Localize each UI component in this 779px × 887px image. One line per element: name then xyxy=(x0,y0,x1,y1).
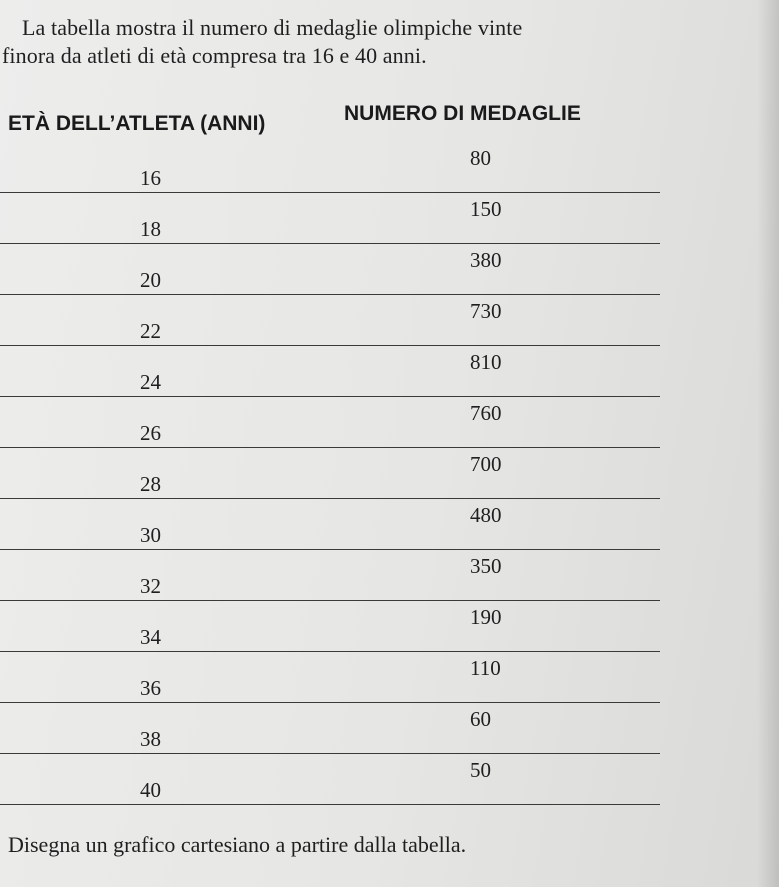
row-divider xyxy=(0,600,660,601)
header-medals: NUMERO DI MEDAGLIE xyxy=(344,102,581,125)
header-age: ETÀ DELL’ATLETA (ANNI) xyxy=(8,112,266,135)
age-cell: 26 xyxy=(140,421,161,445)
row-divider xyxy=(0,243,660,244)
medals-cell: 110 xyxy=(470,656,501,680)
medals-cell: 150 xyxy=(470,197,502,221)
medals-cell: 480 xyxy=(470,503,502,527)
medals-cell: 50 xyxy=(470,758,491,782)
age-cell: 22 xyxy=(140,319,161,343)
table-row xyxy=(0,146,680,197)
age-cell: 30 xyxy=(140,523,161,547)
row-divider xyxy=(0,651,660,652)
table-row xyxy=(0,299,680,350)
row-divider xyxy=(0,447,660,448)
table-row xyxy=(0,656,680,707)
row-divider xyxy=(0,345,660,346)
table-row xyxy=(0,248,680,299)
intro-line-2: finora da atleti di età compresa tra 16 e 40 anni. xyxy=(2,43,427,68)
table-header xyxy=(0,100,660,146)
medals-cell: 760 xyxy=(470,401,502,425)
age-cell: 16 xyxy=(140,166,161,190)
age-cell: 40 xyxy=(140,778,161,802)
medals-cell: 190 xyxy=(470,605,502,629)
table-row xyxy=(0,605,680,656)
age-cell: 36 xyxy=(140,676,161,700)
medals-table xyxy=(0,146,680,809)
row-divider xyxy=(0,294,660,295)
row-divider xyxy=(0,396,660,397)
medals-cell: 700 xyxy=(470,452,502,476)
medals-cell: 810 xyxy=(470,350,502,374)
row-divider xyxy=(0,804,660,805)
row-divider xyxy=(0,753,660,754)
medals-cell: 380 xyxy=(470,248,502,272)
intro-line-1: La tabella mostra il numero di medaglie olimpiche vinte xyxy=(22,15,523,40)
age-cell: 32 xyxy=(140,574,161,598)
table-row xyxy=(0,758,680,809)
medals-cell: 730 xyxy=(470,299,502,323)
medals-cell: 80 xyxy=(470,146,491,170)
age-cell: 34 xyxy=(140,625,161,649)
table-row xyxy=(0,401,680,452)
table-row xyxy=(0,554,680,605)
age-cell: 24 xyxy=(140,370,161,394)
age-cell: 18 xyxy=(140,217,161,241)
age-cell: 20 xyxy=(140,268,161,292)
row-divider xyxy=(0,498,660,499)
row-divider xyxy=(0,549,660,550)
medals-cell: 60 xyxy=(470,707,491,731)
row-divider xyxy=(0,702,660,703)
medals-cell: 350 xyxy=(470,554,502,578)
age-cell: 28 xyxy=(140,472,161,496)
row-divider xyxy=(0,192,660,193)
table-row xyxy=(0,503,680,554)
table-row xyxy=(0,707,680,758)
table-row xyxy=(0,350,680,401)
page-edge-shadow xyxy=(757,0,779,887)
table-row xyxy=(0,197,680,248)
exercise-instruction: Disegna un grafico cartesiano a partire dalla tabella. xyxy=(8,832,467,857)
intro-text xyxy=(0,14,700,70)
age-cell: 38 xyxy=(140,727,161,751)
table-row xyxy=(0,452,680,503)
